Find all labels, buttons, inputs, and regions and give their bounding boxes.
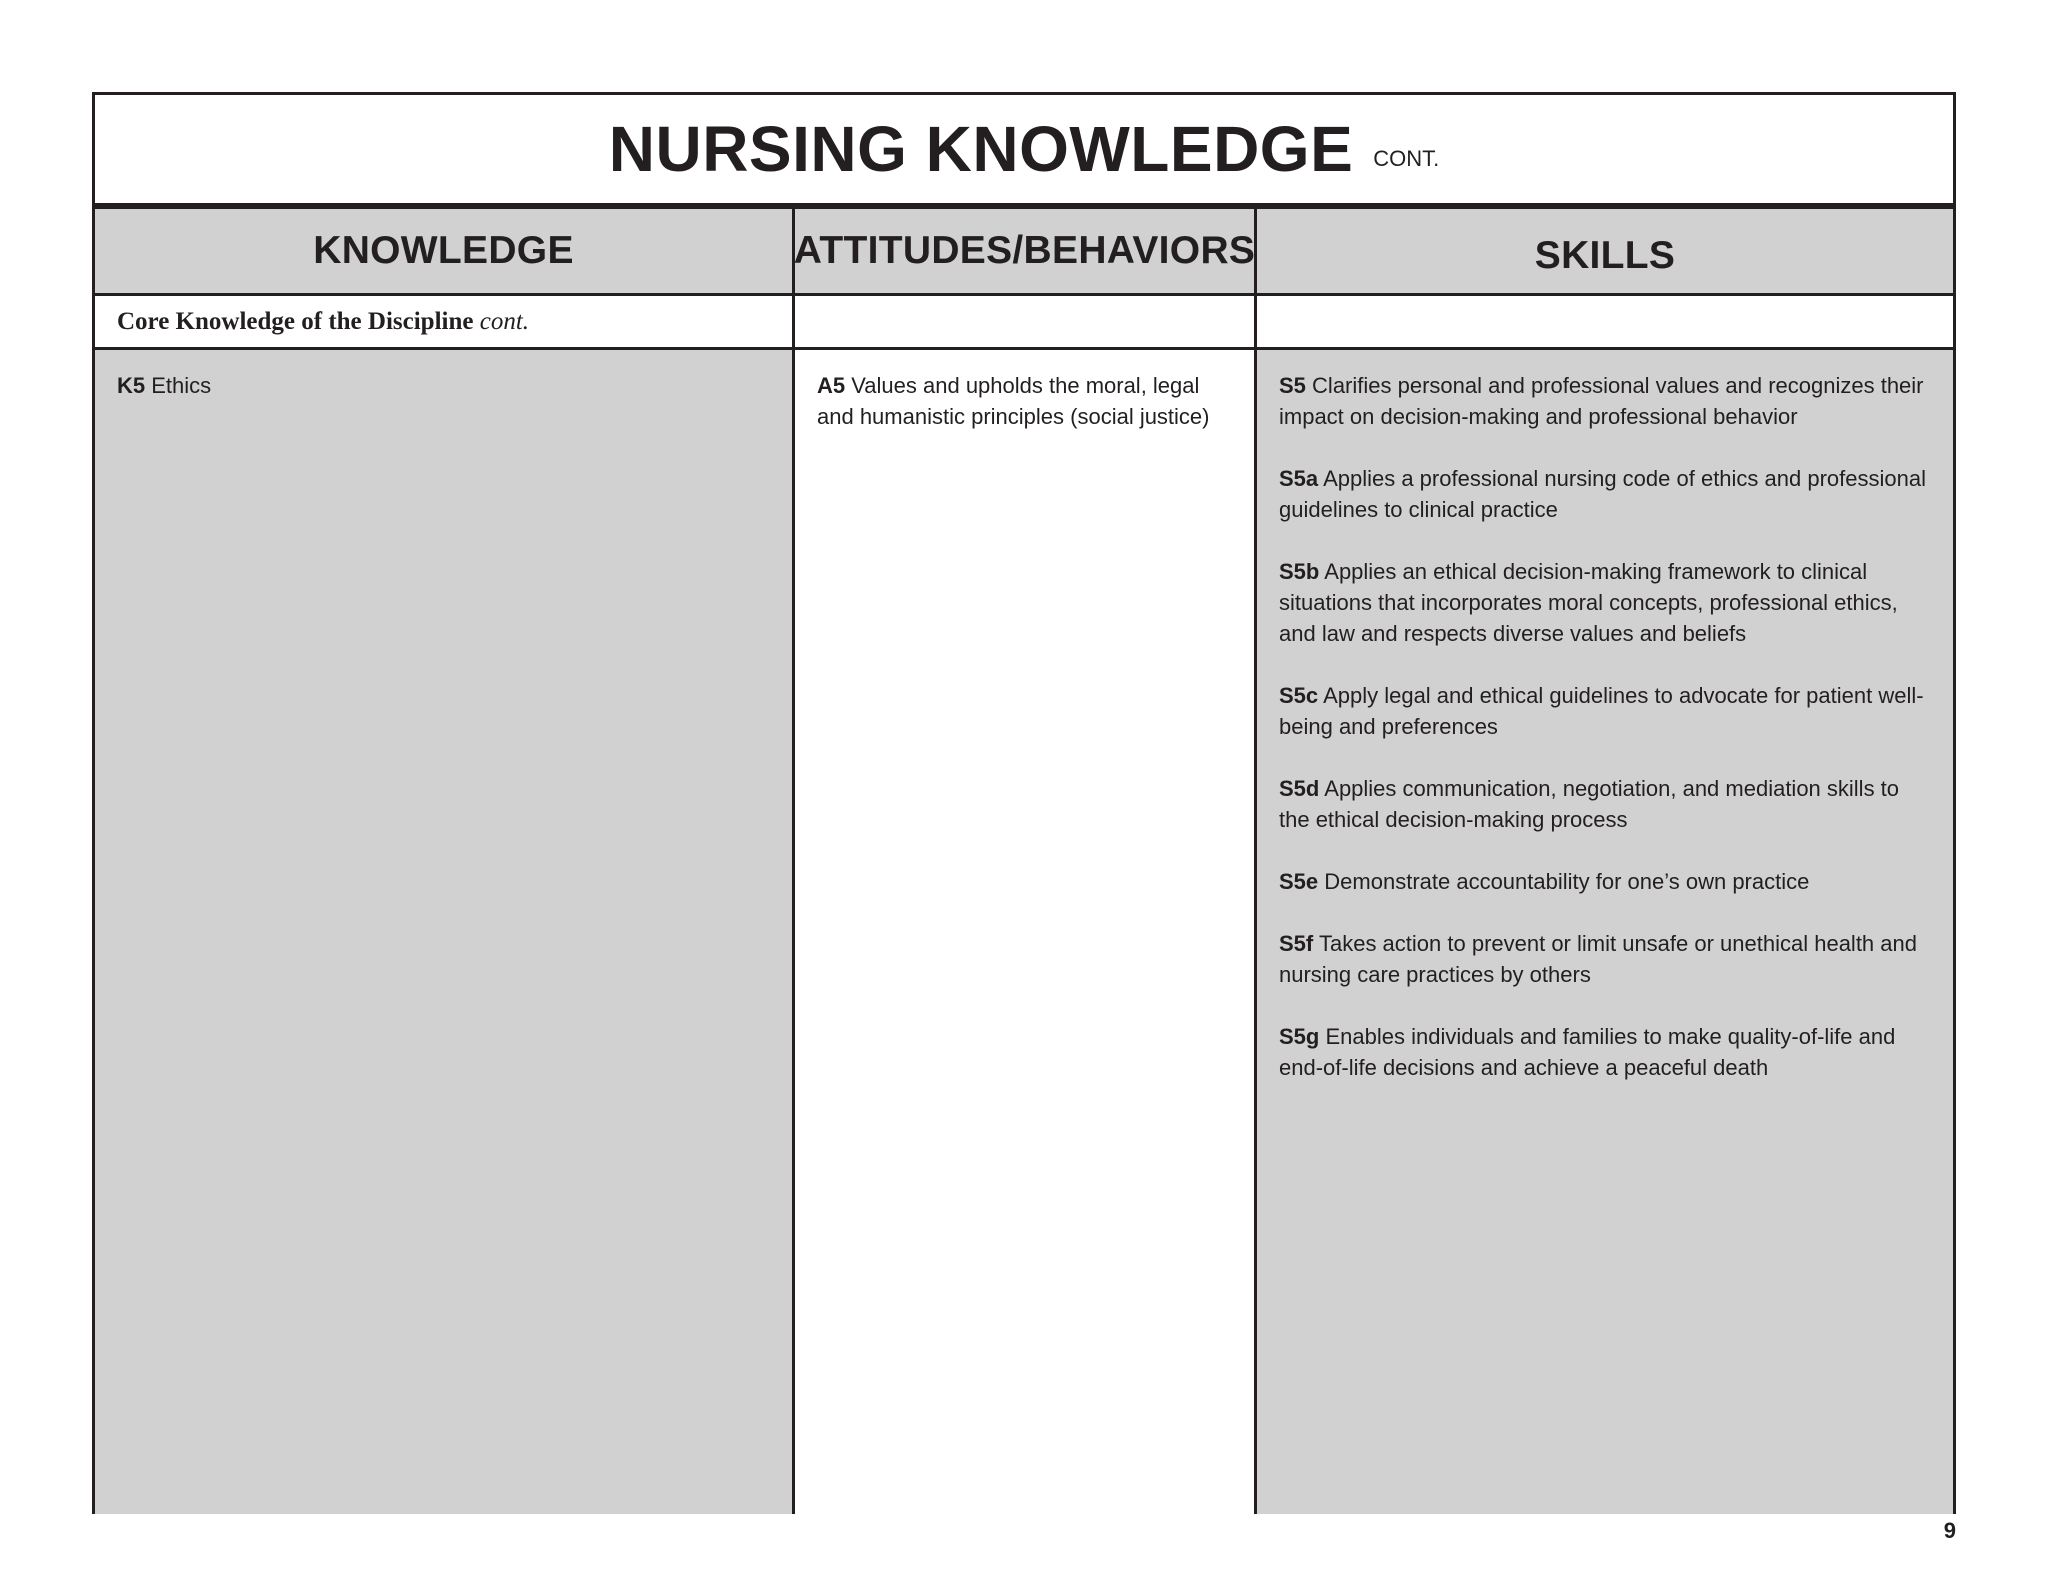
entry-code: S5d — [1279, 776, 1320, 801]
subheading-cell — [95, 296, 795, 350]
entry-code: S5g — [1279, 1024, 1320, 1049]
title-banner — [95, 95, 1953, 209]
entry-code: S5a — [1279, 466, 1319, 491]
subheading-empty-attitudes — [795, 296, 1257, 350]
competency-table — [92, 92, 1956, 1514]
skill-entry — [1279, 556, 1931, 649]
entry-text: Applies an ethical decision-making framework to clinical situations that incorporates moral concepts, professional ethics, and law and respects diverse values and beliefs — [1279, 559, 1898, 646]
header-attitudes: ATTITUDES/BEHAVIORS — [795, 209, 1257, 296]
skill-entry — [1279, 773, 1931, 835]
entry-text: Applies a professional nursing code of ethics and professional guidelines to clinical practice — [1279, 466, 1926, 522]
section-subheading — [95, 296, 792, 336]
skills-cell — [1257, 350, 1953, 1514]
entry-text: Enables individuals and families to make quality-of-life and end-of-life decisions and achieve a peaceful death — [1279, 1024, 1896, 1080]
entry-text: Ethics — [151, 373, 212, 398]
skill-entry — [1279, 928, 1931, 990]
entry-text: Demonstrate accountability for one’s own practice — [1324, 869, 1810, 894]
header-skills: SKILLS — [1257, 209, 1953, 296]
entry-code: S5c — [1279, 683, 1319, 708]
knowledge-entry — [117, 370, 770, 401]
entry-text: Values and upholds the moral, legal and humanistic principles (social justice) — [817, 373, 1210, 429]
entry-text: Apply legal and ethical guidelines to advocate for patient well-being and preferences — [1279, 683, 1924, 739]
entry-code: K5 — [117, 373, 146, 398]
attitudes-cell — [795, 350, 1257, 1514]
entry-code: S5e — [1279, 869, 1319, 894]
entry-code: S5 — [1279, 373, 1306, 398]
skill-entry — [1279, 680, 1931, 742]
entry-text: Applies communication, negotiation, and mediation skills to the ethical decision-making process — [1279, 776, 1900, 832]
skill-entry — [1279, 463, 1931, 525]
entry-text: Takes action to prevent or limit unsafe or unethical health and nursing care practices by others — [1279, 931, 1917, 987]
subheading-italic: cont. — [479, 308, 530, 335]
subheading-text: Core Knowledge of the Discipline — [117, 308, 474, 335]
attitude-entry — [817, 370, 1232, 432]
header-knowledge: KNOWLEDGE — [95, 209, 795, 296]
entry-code: S5f — [1279, 931, 1314, 956]
skill-entry — [1279, 1021, 1931, 1083]
title-suffix: CONT. — [1373, 146, 1440, 171]
knowledge-cell — [95, 350, 795, 1514]
skill-entry — [1279, 866, 1931, 897]
subheading-empty-skills — [1257, 296, 1953, 350]
entry-text: Clarifies personal and professional values and recognizes their impact on decision-making and professional behavior — [1279, 373, 1924, 429]
page-number: 9 — [1943, 1518, 1956, 1543]
table-grid — [95, 209, 1953, 1514]
entry-code: A5 — [817, 373, 846, 398]
entry-code: S5b — [1279, 559, 1320, 584]
page-title: NURSING KNOWLEDGE — [608, 113, 1354, 185]
skill-entry — [1279, 370, 1931, 432]
